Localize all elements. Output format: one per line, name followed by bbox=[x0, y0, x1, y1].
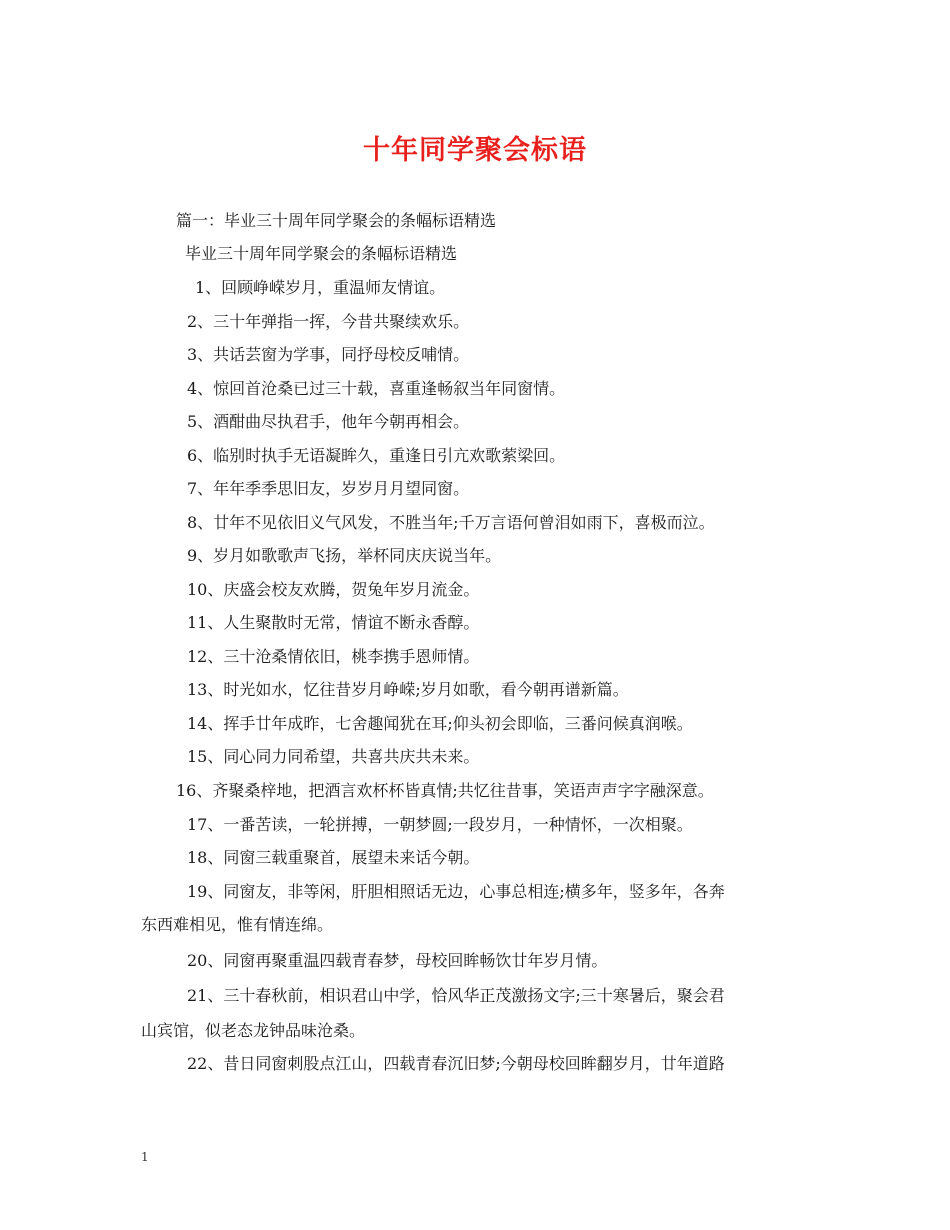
list-item: 9、岁月如歌歌声飞扬，举杯同庆庆说当年。 bbox=[187, 546, 502, 565]
list-item: 8、廿年不见依旧义气风发，不胜当年;千万言语何曾泪如雨下，喜极而泣。 bbox=[187, 513, 715, 532]
list-item-continuation: 东西难相见，惟有情连绵。 bbox=[141, 915, 334, 934]
section-subheading: 毕业三十周年同学聚会的条幅标语精选 bbox=[185, 244, 458, 263]
list-item: 22、昔日同窗刺股点江山，四载青春沉旧梦;今朝母校回眸翻岁月，廿年道路 bbox=[187, 1054, 725, 1073]
list-item: 5、酒酣曲尽执君手，他年今朝再相会。 bbox=[187, 412, 470, 431]
section-heading: 篇一：毕业三十周年同学聚会的条幅标语精选 bbox=[176, 211, 497, 230]
list-item: 11、人生聚散时无常，情谊不断永香醇。 bbox=[187, 613, 480, 632]
list-item: 6、临别时执手无语凝眸久，重逢日引亢欢歌萦梁回。 bbox=[187, 446, 566, 465]
list-item: 17、一番苦读，一轮拼搏，一朝梦圆;一段岁月，一种情怀，一次相聚。 bbox=[187, 815, 693, 834]
list-item: 10、庆盛会校友欢腾，贺兔年岁月流金。 bbox=[187, 580, 480, 599]
list-item: 1、回顾峥嵘岁月，重温师友情谊。 bbox=[195, 278, 446, 297]
list-item: 2、三十年弹指一挥，今昔共聚续欢乐。 bbox=[187, 312, 470, 331]
list-item: 15、同心同力同希望，共喜共庆共未来。 bbox=[187, 747, 480, 766]
list-item: 4、惊回首沧桑已过三十载，喜重逢畅叙当年同窗情。 bbox=[187, 379, 566, 398]
list-item-continuation: 山宾馆，似老态龙钟品味沧桑。 bbox=[141, 1021, 366, 1040]
list-item: 7、年年季季思旧友，岁岁月月望同窗。 bbox=[187, 479, 470, 498]
list-item: 13、时光如水，忆往昔岁月峥嵘;岁月如歌，看今朝再谱新篇。 bbox=[187, 680, 629, 699]
list-item: 12、三十沧桑情依旧，桃李携手恩师情。 bbox=[187, 647, 480, 666]
document-title: 十年同学聚会标语 bbox=[363, 135, 587, 166]
list-item: 3、共话芸窗为学事，同抒母校反哺情。 bbox=[187, 345, 470, 364]
list-item: 19、同窗友，非等闲，肝胆相照话无边，心事总相连;横多年，竖多年，各奔 bbox=[187, 882, 725, 901]
list-item: 14、挥手廿年成昨，七舍趣闻犹在耳;仰头初会即临，三番问候真润喉。 bbox=[187, 714, 693, 733]
page-number: 1 bbox=[141, 1150, 149, 1164]
list-item: 20、同窗再聚重温四载青春梦，母校回眸畅饮廿年岁月情。 bbox=[187, 951, 608, 970]
list-item: 18、同窗三载重聚首，展望未来话今朝。 bbox=[187, 848, 480, 867]
list-item: 21、三十春秋前，相识君山中学，恰风华正茂激扬文字;三十寒暑后，聚会君 bbox=[187, 986, 725, 1005]
list-item: 16、齐聚桑梓地，把酒言欢杯杯皆真情;共忆往昔事，笑语声声字字融深意。 bbox=[176, 781, 714, 800]
